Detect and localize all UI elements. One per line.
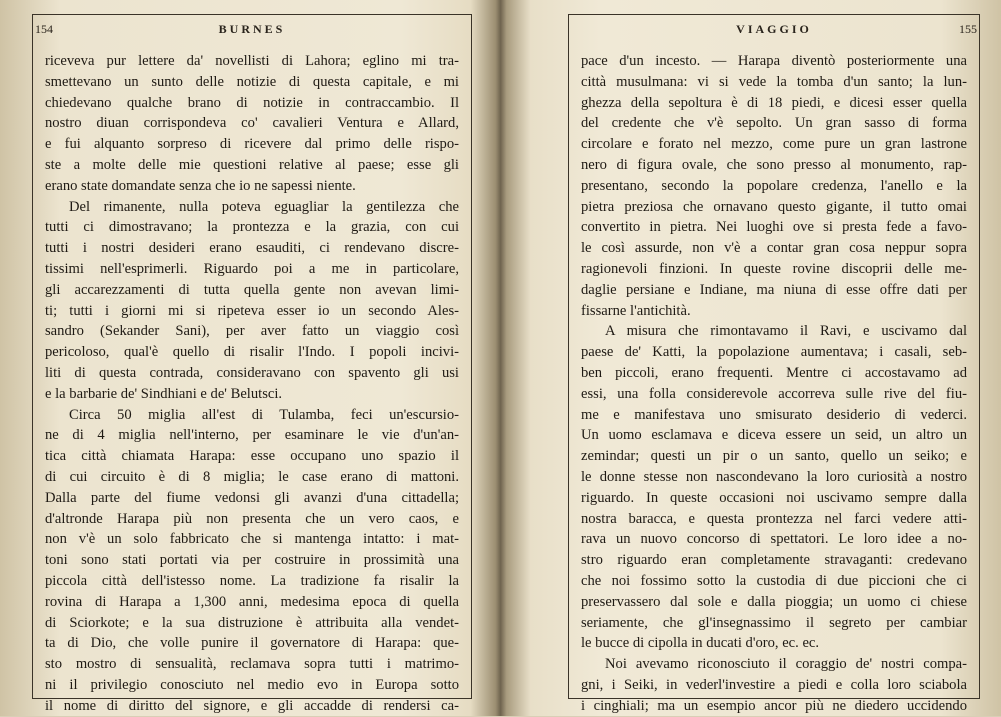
text-line: che noi fossimo sotto la custodia di due piccioni che ci [581, 572, 967, 589]
text-line: daglie persiane e Indiane, ma niuna di esse offre dati per [581, 281, 967, 298]
right-page-frame [568, 14, 980, 714]
text-line: i cinghiali; ma un esempio ancor più ne diedero uccidendo [581, 697, 967, 714]
text-line: non v'è un solo fabbricato che si mantenga intatto: i mat- [45, 531, 459, 548]
text-line: nostra baracca, e questa prontezza nel farci vedere atti- [581, 510, 967, 527]
text-line: ta di Dio, che volle punire il governatore di Harapa: que- [45, 635, 459, 652]
left-page [0, 0, 500, 716]
text-line: il nome di diritto del signore, e gli accadde di rendersi ca- [45, 697, 459, 714]
text-line: città musulmana: vi si vede la tomba d'un santo; la lun- [581, 73, 967, 90]
text-line: tutti ci dimostravano; la prontezza e la grazia, con cui [45, 219, 459, 236]
left-running-head [33, 18, 471, 44]
text-line: Un uomo esclamava e diceva essere un seid, un altro un [581, 427, 967, 444]
text-line: paese de' Katti, la popolazione aumentava; i casali, seb- [581, 344, 967, 361]
text-line: rovina di Harapa a 1,300 anni, medesima epoca di quella [45, 593, 459, 610]
text-line: convertito in pietra. Nei luoghi ove si presta fede a favo- [581, 219, 967, 236]
text-line: ti; tutti i giorni mi si ripeteva esser io un secondo Ales- [45, 302, 459, 319]
text-line: circolare e forato nel mezzo, come pure un gran lastrone [581, 136, 967, 153]
text-line: seriamente, che gl'insegnassimo il segreto per cambiar [581, 614, 967, 631]
text-line: le bucce di cipolla in ducati d'oro, ec. ec. [581, 635, 820, 652]
text-line: le donne stesse non nascondevano la loro curiosità a nostro [581, 468, 967, 485]
text-line: zemindar; questi un pir o un santo, quello un seiko; e [581, 448, 967, 465]
text-line: pietra preziosa che ornavano questo gigante, il tutto omai [581, 198, 967, 215]
left-page-number: 154 [35, 22, 53, 36]
text-line: tissimi nell'esprimerli. Riguardo poi a me in particolare, [45, 260, 459, 277]
text-line: smettevano un sunto delle notizie di questa capitale, e mi [45, 73, 459, 90]
left-page-text [45, 51, 459, 717]
text-line: del credente che v'è sepolto. Un gran sasso di forma [581, 115, 967, 132]
text-line: ragionevoli finzioni. In queste rovine discoprii delle me- [581, 260, 967, 277]
text-line: ghezza della sepoltura è di 18 piedi, e dicesi esser quella [581, 94, 967, 111]
left-page-frame [32, 14, 472, 714]
text-line: di cui circuito è di 8 miglia; le case erano di mattoni. [45, 468, 459, 485]
left-running-title: BURNES [218, 22, 286, 36]
right-page-text [581, 51, 967, 717]
text-line: pace d'un incesto. — Harapa diventò posteriormente una [581, 53, 967, 69]
text-line: le così assurde, non v'è a contar gran cosa neppur sopra [581, 240, 967, 257]
text-line: preservassero dal sole e dalla pioggia; un uomo ci chiese [581, 593, 967, 610]
text-line: e fui alquanto sorpreso di ricevere dal primo delle rispo- [45, 136, 459, 153]
text-line: Circa 50 miglia all'est di Tulamba, feci un'escursio- [69, 406, 459, 423]
text-line: rava un nuovo concorso di spettatori. Le loro idee a no- [581, 531, 967, 548]
text-line: di Sciorkote; e la sua distruzione è attribuita alla vendet- [45, 614, 459, 631]
text-line: sandro (Sekander Sani), per aver fatto un viaggio così [45, 323, 459, 340]
text-line: essi, una folla considerevole accorreva sulle rive del fiu- [581, 385, 967, 402]
text-line: e la barbarie de' Sindhiani e de' Belutsci. [45, 385, 283, 402]
text-line: erano state domandate senza che io ne sapessi niente. [45, 177, 356, 194]
text-line: ne di 4 miglia nell'interno, per esaminare le vie d'un'an- [45, 427, 459, 444]
text-line: fissarne l'antichità. [581, 302, 691, 319]
text-line: Dalla parte del fiume vedonsi gli avanzi d'una cittadella; [45, 489, 459, 506]
text-line: nostro diuan corrispondeva co' cavalieri Ventura e Allard, [45, 115, 459, 132]
text-line: toni sono stati portati via per costruire in prossimità una [45, 552, 459, 569]
text-line: tutti i nostri desideri erano esauditi, ci rendevano discre- [45, 240, 459, 257]
text-line: gni, i Seiki, in vederl'investire a piedi e colla loro sciabola [581, 676, 967, 693]
right-page-number: 155 [959, 22, 977, 36]
text-line: ben piccoli, erano frequenti. Mentre ci accostavamo ad [581, 364, 967, 381]
text-line: pericoloso, qual'è quello di risalir l'Indo. I popoli incivi- [45, 344, 459, 361]
text-line: nero di figura ovale, che sono presso al monumento, rap- [581, 156, 967, 173]
text-line: piccola città dell'istesso nome. La tradizione fa risalir la [45, 572, 459, 589]
text-line: ste a molte delle mie questioni relative al paese; esse gli [45, 156, 459, 173]
text-line: riguardo. In queste occasioni noi uscivamo sempre dalla [581, 489, 967, 506]
text-line: Del rimanente, nulla poteva eguagliar la gentilezza che [69, 198, 459, 215]
text-line: me e manifestava uno smisurato desiderio di vederci. [581, 406, 967, 423]
text-line: gli accarezzamenti di tutta quella gente non avevan limi- [45, 281, 459, 298]
right-page [503, 0, 1001, 716]
text-line: ni il privilegio conosciuto nel medio evo in Europa sotto [45, 676, 459, 693]
text-line: Noi avevamo riconosciuto il coraggio de' nostri compa- [605, 656, 967, 673]
text-line: riceveva pur lettere da' novellisti di Lahora; eglino mi tra- [45, 53, 459, 69]
right-running-title: VIAGGIO [736, 22, 812, 36]
text-line: d'altronde Harapa più non presenta che un vero caos, e [45, 510, 459, 527]
text-line: liti di questa contrada, consideravano con spavento gli usi [45, 364, 459, 381]
text-line: stro riguardo eran completamente stravaganti: credevano [581, 552, 967, 569]
text-line: tica città chiamata Harapa: esse occupano uno spazio il [45, 448, 459, 465]
text-line: chiedevano qualche brano di notizie in contraccambio. Il [45, 94, 459, 111]
right-running-head [569, 18, 979, 44]
text-line: presentano, secondo la popolare credenza, l'anello e la [581, 177, 967, 194]
text-line: sto mostro di sensualità, reclamava sopra tutti i matrimo- [45, 656, 459, 673]
text-line: A misura che rimontavamo il Ravi, e uscivamo dal [605, 323, 967, 340]
